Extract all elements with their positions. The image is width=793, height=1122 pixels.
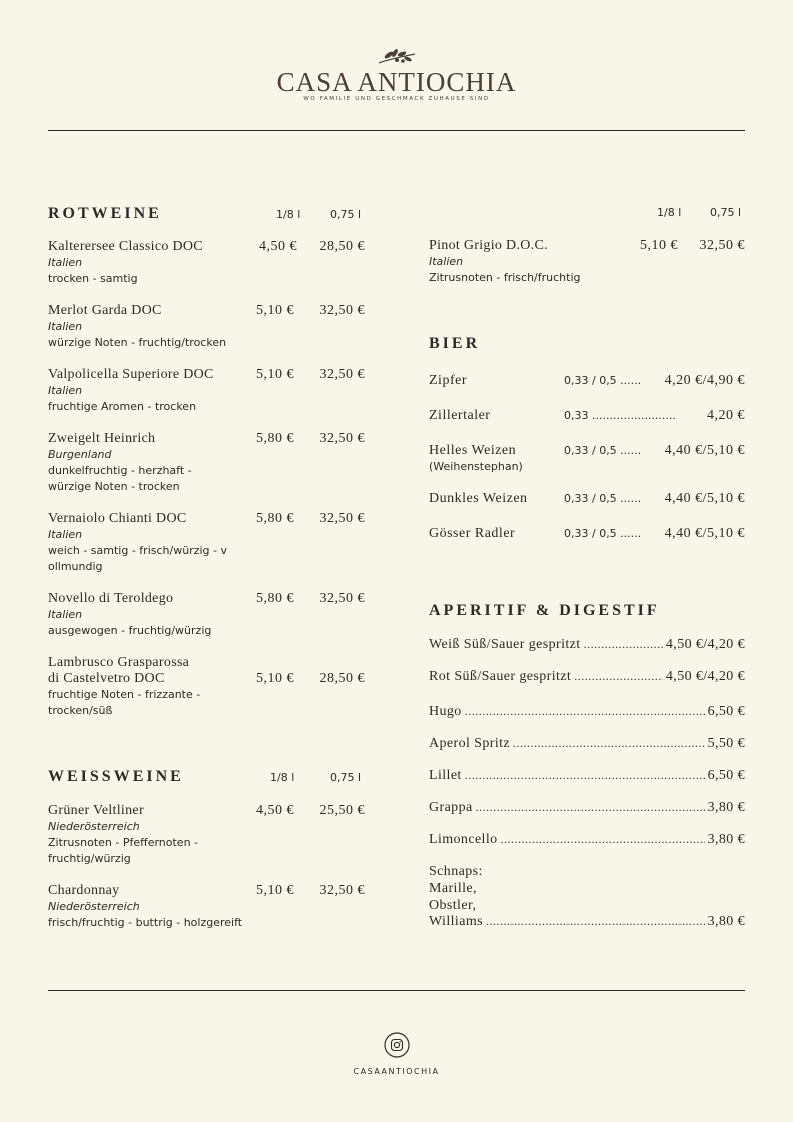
wine-name: Grüner Veltliner <box>48 803 144 818</box>
aperitif-price: 3,80 € <box>707 914 745 929</box>
wine-name: Zweigelt Heinrich <box>48 431 156 446</box>
price-bottle: 32,50 € <box>319 511 365 526</box>
section-title-weissweine: WEISSWEINE <box>48 768 184 785</box>
beer-volume: 0,33 / 0,5 ...... <box>564 444 642 457</box>
aperitif-name: Aperol Spritz <box>429 736 511 751</box>
dot-leader <box>584 637 663 652</box>
beer-price: 4,20 € <box>707 408 745 423</box>
col-head-bottle: 0,75 l <box>330 771 362 784</box>
dot-leader <box>465 704 705 719</box>
wine-item <box>48 303 226 351</box>
aperitif-name: Limoncello <box>429 832 498 847</box>
price-glass: 5,10 € <box>640 238 678 253</box>
aperitif-price: 3,80 € <box>707 800 745 815</box>
price-bottle: 28,50 € <box>319 239 365 254</box>
wine-name: Kalterersee Classico DOC <box>48 239 203 254</box>
wine-origin: Niederösterreich <box>48 820 140 833</box>
wine-description: ausgewogen - fruchtig/würzig <box>48 624 212 637</box>
aperitif-price: 6,50 € <box>707 768 745 783</box>
dot-leader <box>465 768 705 783</box>
instagram-icon[interactable] <box>384 1032 410 1058</box>
aperitif-item <box>429 832 745 848</box>
wine-description: trocken - samtig <box>48 272 138 285</box>
wine-origin: Italien <box>48 608 83 621</box>
wine-item <box>48 803 198 867</box>
beer-price: 4,20 €/4,90 € <box>664 373 745 388</box>
aperitif-item <box>429 736 745 752</box>
price-bottle: 32,50 € <box>699 238 745 253</box>
aperitif-item <box>429 800 745 816</box>
wine-item <box>48 511 227 575</box>
schnaps-type: Obstler, <box>429 898 477 913</box>
header-divider <box>48 130 745 131</box>
price-bottle: 32,50 € <box>319 431 365 446</box>
price-glass: 5,10 € <box>256 303 294 318</box>
footer-divider <box>48 990 745 991</box>
wine-name: Valpolicella Superiore DOC <box>48 367 214 382</box>
aperitif-item <box>429 704 745 720</box>
wine-description: fruchtige Noten - frizzante - <box>48 688 201 701</box>
col-head-glass: 1/8 l <box>276 208 301 221</box>
beer-price: 4,40 €/5,10 € <box>664 443 745 458</box>
price-glass: 5,10 € <box>256 671 294 686</box>
col-head-bottle: 0,75 l <box>710 206 742 219</box>
col-head-bottle: 0,75 l <box>330 208 362 221</box>
wine-name: Merlot Garda DOC <box>48 303 162 318</box>
beer-volume: 0,33 / 0,5 ...... <box>564 527 642 540</box>
wine-item <box>48 239 203 287</box>
wine-origin: Italien <box>48 528 83 541</box>
aperitif-name: Weiß Süß/Sauer gespritzt <box>429 637 581 652</box>
beer-volume: 0,33 / 0,5 ...... <box>564 374 642 387</box>
beer-name: Dunkles Weizen <box>429 491 528 506</box>
price-bottle: 25,50 € <box>319 803 365 818</box>
price-bottle: 32,50 € <box>319 367 365 382</box>
wine-description: Zitrusnoten - Pfeffernoten - <box>48 836 199 849</box>
wine-description: fruchtig/würzig <box>48 852 131 865</box>
aperitif-item <box>429 669 745 685</box>
wine-description: weich - samtig - frisch/würzig - v <box>48 544 227 557</box>
wine-description: würzige Noten - trocken <box>48 480 180 493</box>
price-bottle: 32,50 € <box>319 303 365 318</box>
wine-name: Novello di Teroldego <box>48 591 174 606</box>
aperitif-name: Lillet <box>429 768 462 783</box>
wine-origin: Italien <box>48 256 83 269</box>
beer-volume: 0,33 / 0,5 ...... <box>564 492 642 505</box>
wine-name: Chardonnay <box>48 883 120 898</box>
aperitif-price: 5,50 € <box>707 736 745 751</box>
section-title-aperitif: APERITIF & DIGESTIF <box>429 602 660 619</box>
instagram-handle[interactable]: CASAANTIOCHIA <box>353 1067 440 1076</box>
aperitif-price: 4,50 €/4,20 € <box>665 637 745 652</box>
col-head-glass: 1/8 l <box>270 771 295 784</box>
wine-origin: Niederösterreich <box>48 900 140 913</box>
wine-description: dunkelfruchtig - herzhaft - <box>48 464 192 477</box>
wine-name: di Castelvetro DOC <box>48 671 165 686</box>
price-bottle: 32,50 € <box>319 591 365 606</box>
aperitif-item <box>429 914 745 930</box>
price-glass: 4,50 € <box>256 803 294 818</box>
beer-volume: 0,33 ........................ <box>564 409 676 422</box>
wine-description: fruchtige Aromen - trocken <box>48 400 197 413</box>
brand-tagline: WO FAMILIE UND GESCHMACK ZUHAUSE SIND <box>303 96 490 102</box>
beer-price: 4,40 €/5,10 € <box>664 491 745 506</box>
beer-name: Zillertaler <box>429 408 491 423</box>
price-glass: 4,50 € <box>259 239 297 254</box>
wine-name: Lambrusco Grasparossa <box>48 655 190 670</box>
dot-leader <box>476 800 705 815</box>
wine-item <box>48 591 211 639</box>
schnaps-type: Marille, <box>429 881 477 896</box>
wine-name: Vernaiolo Chianti DOC <box>48 511 187 526</box>
wine-description: trocken/süß <box>48 704 113 717</box>
section-title-bier: BIER <box>429 335 481 352</box>
wine-description: ollmundig <box>48 560 103 573</box>
olive-branch-icon <box>377 46 417 68</box>
schnaps-heading <box>429 863 483 914</box>
aperitif-name: Rot Süß/Sauer gespritzt <box>429 669 572 684</box>
logo <box>0 46 793 102</box>
wine-origin: Italien <box>48 320 83 333</box>
wine-origin: Burgenland <box>48 448 112 461</box>
dot-leader <box>574 669 663 684</box>
wine-item <box>48 431 192 495</box>
beer-brewery: (Weihenstephan) <box>429 460 523 473</box>
wine-item <box>429 238 581 286</box>
wine-item <box>48 655 200 719</box>
wine-item <box>48 883 242 931</box>
price-glass: 5,80 € <box>256 511 294 526</box>
dot-leader <box>513 736 705 751</box>
aperitif-name: Hugo <box>429 704 462 719</box>
price-glass: 5,10 € <box>256 367 294 382</box>
price-glass: 5,80 € <box>256 591 294 606</box>
aperitif-price: 3,80 € <box>707 832 745 847</box>
aperitif-price: 4,50 €/4,20 € <box>665 669 745 684</box>
dot-leader <box>486 914 705 929</box>
aperitif-item <box>429 637 745 653</box>
dot-leader <box>501 832 705 847</box>
schnaps-label: Schnaps: <box>429 864 483 879</box>
beer-name: Gösser Radler <box>429 526 516 541</box>
col-head-glass: 1/8 l <box>657 206 682 219</box>
wine-origin: Italien <box>429 255 464 268</box>
price-bottle: 28,50 € <box>319 671 365 686</box>
wine-description: Zitrusnoten - frisch/fruchtig <box>429 271 581 284</box>
beer-name: Zipfer <box>429 373 467 388</box>
aperitif-price: 6,50 € <box>707 704 745 719</box>
price-glass: 5,10 € <box>256 883 294 898</box>
wine-description: würzige Noten - fruchtig/trocken <box>48 336 227 349</box>
aperitif-item <box>429 768 745 784</box>
wine-name: Pinot Grigio D.O.C. <box>429 238 548 253</box>
price-bottle: 32,50 € <box>319 883 365 898</box>
beer-price: 4,40 €/5,10 € <box>664 526 745 541</box>
wine-item <box>48 367 214 415</box>
price-glass: 5,80 € <box>256 431 294 446</box>
wine-origin: Italien <box>48 384 83 397</box>
brand-name: CASA ANTIOCHIA <box>276 67 517 97</box>
beer-name: Helles Weizen <box>429 443 517 458</box>
wine-description: frisch/fruchtig - buttrig - holzgereift <box>48 916 243 929</box>
aperitif-name: Williams <box>429 914 483 929</box>
aperitif-name: Grappa <box>429 800 473 815</box>
section-title-rotweine: ROTWEINE <box>48 205 162 222</box>
